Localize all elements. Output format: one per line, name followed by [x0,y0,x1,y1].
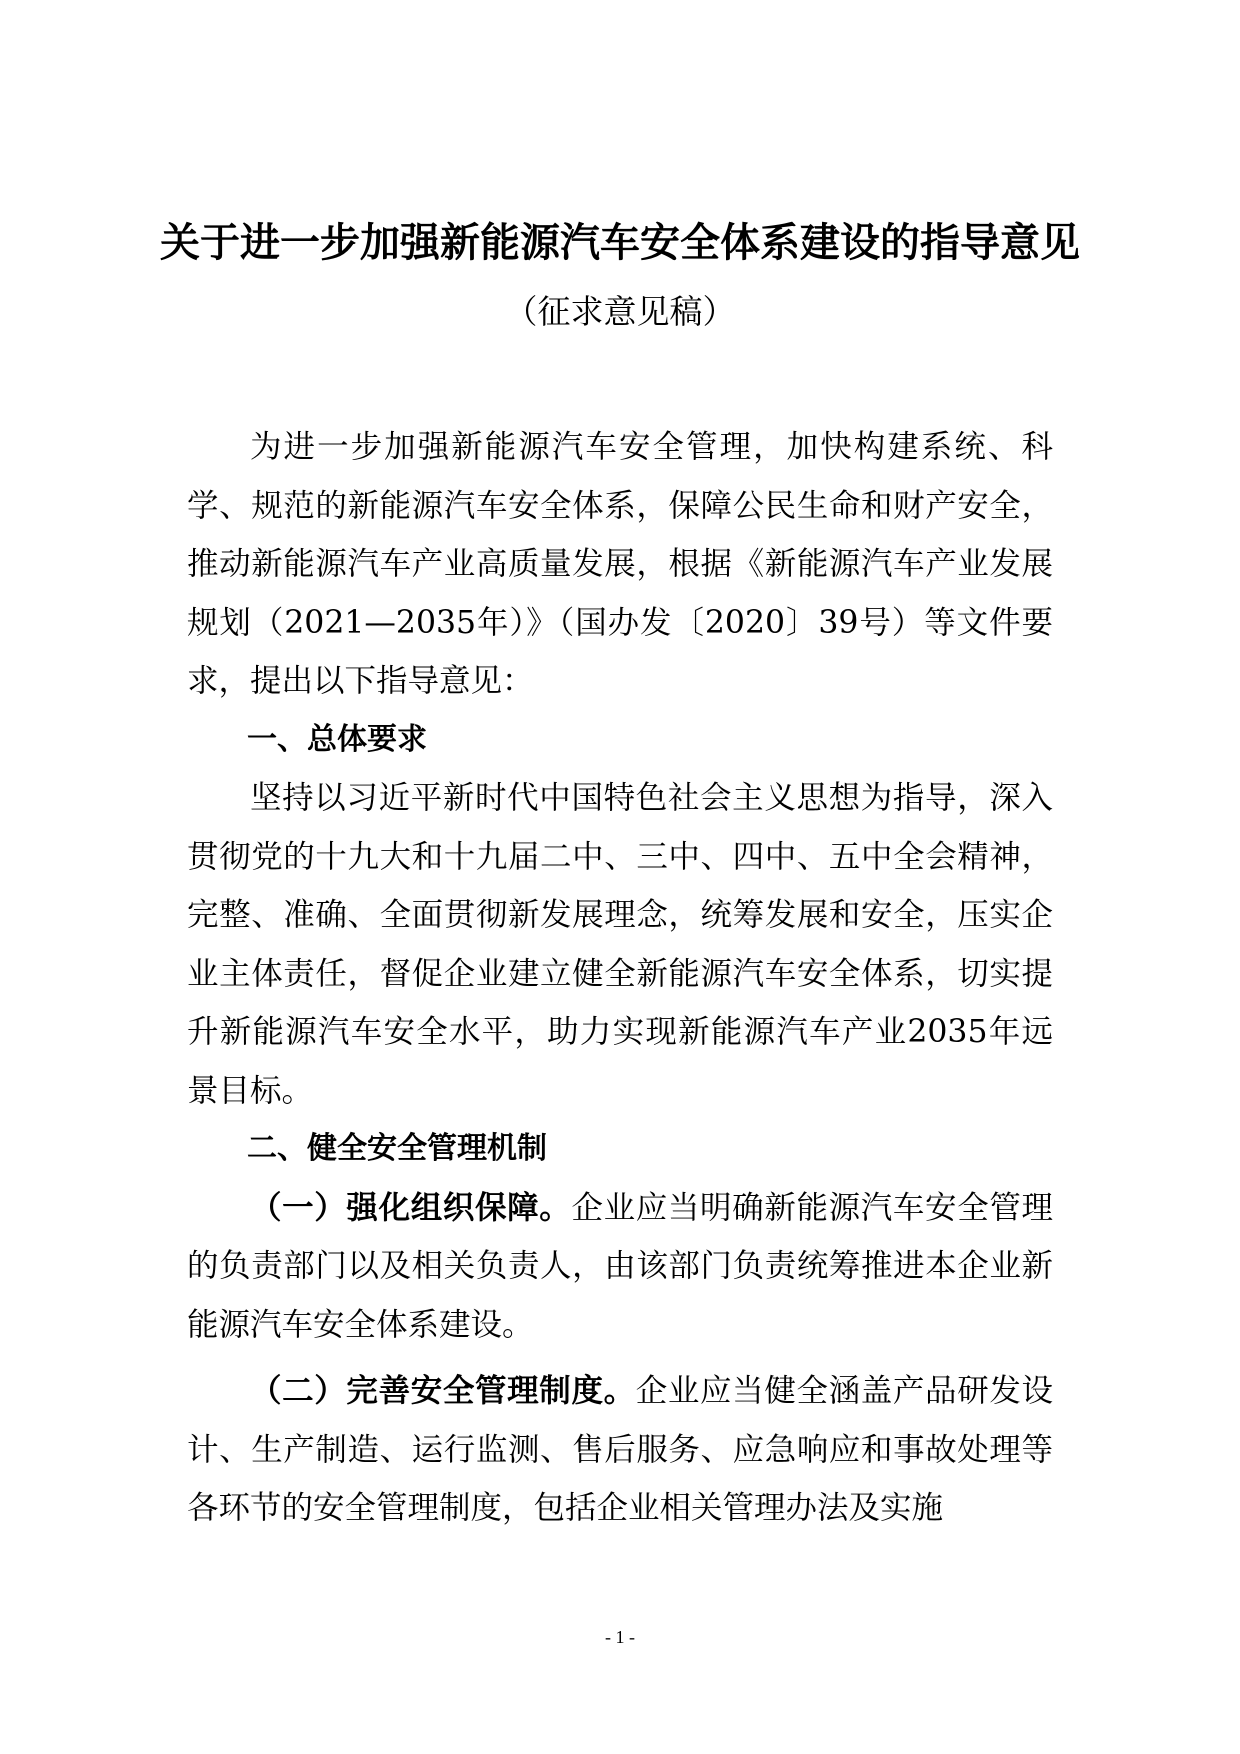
organization-guarantee-paragraph [187,1179,1053,1355]
document-body [187,418,1053,1538]
management-system-text: 企业应当健全涵盖产品研发设计、生产制造、运行监测、售后服务、应急响应和事故处理等各环节的安全管理制度，包括企业相关管理办法及实施 [187,1373,1053,1526]
general-requirements-paragraph: 坚持以习近平新时代中国特色社会主义思想为指导，深入贯彻党的十九大和十九届二中、三中、四中、五中全会精神，完整、准确、全面贯彻新发展理念，统筹发展和安全，压实企业主体责任，督促企业建立健全新能源汽车安全体系，切实提升新能源汽车安全水平，助力实现新能源汽车产业2035年远景目标。 [187,780,1053,1109]
page-number: - 1 - [605,1627,635,1647]
organization-guarantee-text: 企业应当明确新能源汽车安全管理的负责部门以及相关负责人，由该部门负责统筹推进本企业新能源汽车安全体系建设。 [187,1189,1053,1343]
document-title: 关于进一步加强新能源汽车安全体系建设的指导意见 [160,220,1080,266]
management-system-paragraph [187,1362,1053,1538]
organization-guarantee-lead: （一）强化组织保障。 [250,1188,572,1226]
section-heading-general-requirements: 一、总体要求 [247,721,427,757]
section-heading-safety-management: 二、健全安全管理机制 [247,1131,547,1166]
document-subtitle: （征求意见稿） [504,292,736,331]
intro-paragraph: 为进一步加强新能源汽车安全管理，加快构建系统、科学、规范的新能源汽车安全体系，保障公民生命和财产安全，推动新能源汽车产业高质量发展，根据《新能源汽车产业发展规划（2021—2035年）》（国办发〔2020〕39号）等文件要求，提出以下指导意见： [187,429,1053,699]
management-system-lead: （二）完善安全管理制度。 [250,1372,636,1409]
